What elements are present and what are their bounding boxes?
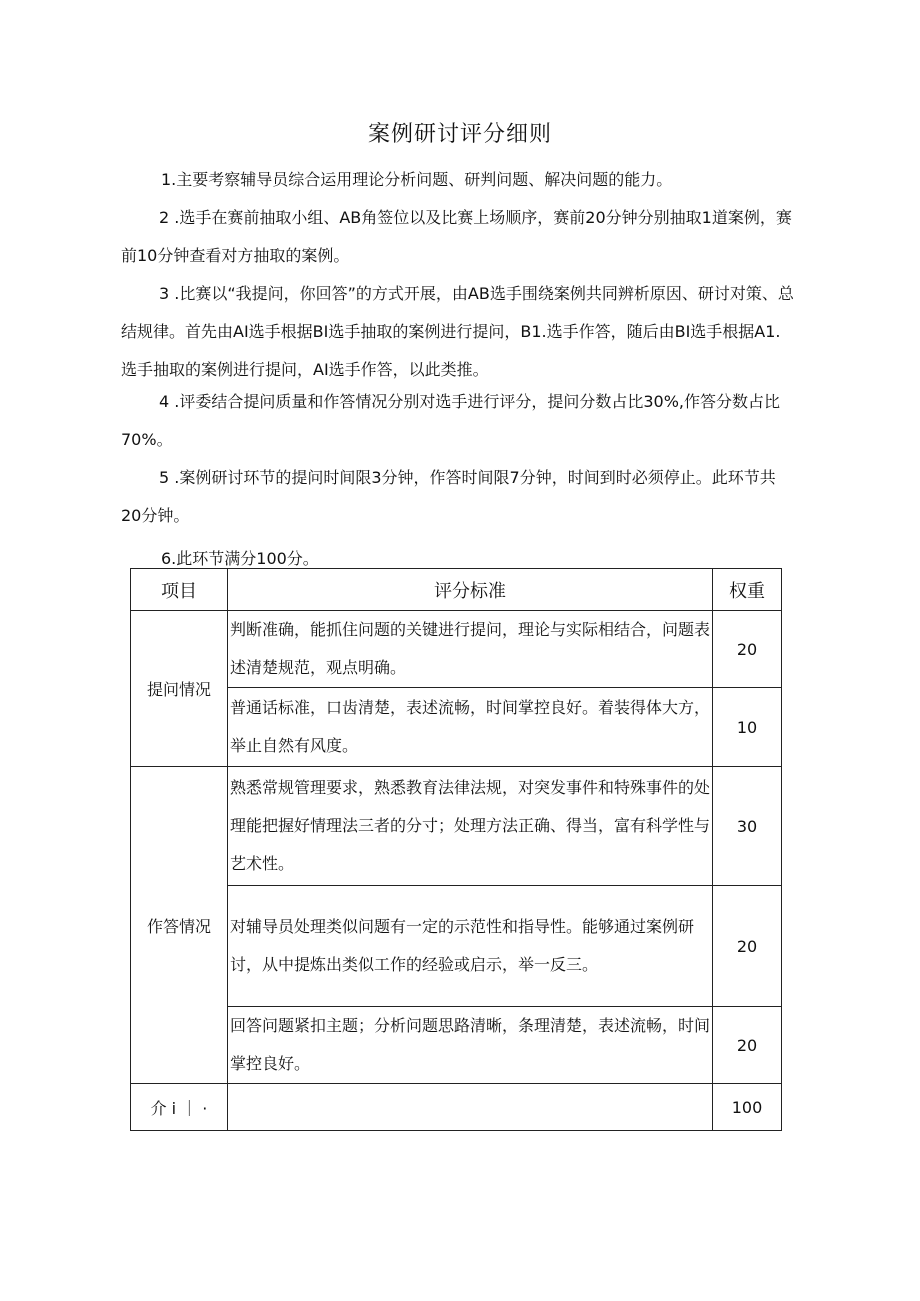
document-title: 案例研讨评分细则 — [367, 122, 552, 147]
weight-cell: 20 — [713, 1007, 782, 1084]
standard-text: 对辅导员处理类似问题有一定的示范性和指导性。能够通过案例研讨，从中提炼出类似工作的经验或启示，举一反三。 — [230, 917, 695, 974]
total-weight: 100 — [713, 1084, 782, 1131]
paragraph-2: 2 .选手在赛前抽取小组、AB角签位以及比赛上场顺序，赛前20分钟分别抽取1道案例，赛前10分钟查看对方抽取的案例。 — [121, 208, 792, 265]
paragraph-5: 5 .案例研讨环节的提问时间限3分钟，作答时间限7分钟，时间到时必须停止。此环节共20分钟。 — [121, 468, 776, 525]
header-weight: 权重 — [713, 569, 782, 611]
standard-cell — [228, 611, 713, 688]
standard-text: 普通话标准，口齿清楚，表述流畅，时间掌控良好。着装得体大方，举止自然有风度。 — [230, 698, 711, 755]
weight-cell: 20 — [713, 611, 782, 688]
scoring-table — [130, 568, 782, 1131]
table-row — [131, 688, 782, 767]
group-item-question: 提问情况 — [131, 611, 228, 767]
weight-cell: 20 — [713, 886, 782, 1007]
standard-cell — [228, 688, 713, 767]
standard-cell — [228, 1007, 713, 1084]
standard-text: 判断准确，能抓住问题的关键进行提问，理论与实际相结合，问题表述清楚规范，观点明确。 — [230, 620, 711, 677]
table-row — [131, 1007, 782, 1084]
table-header-row — [131, 569, 782, 611]
standard-text: 熟悉常规管理要求，熟悉教育法律法规，对突发事件和特殊事件的处理能把握好情理法三者的分寸；处理方法正确、得当，富有科学性与艺术性。 — [230, 778, 711, 873]
standard-cell — [228, 767, 713, 886]
paragraph-1: 1.主要考察辅导员综合运用理论分析问题、研判问题、解决问题的能力。 — [161, 170, 673, 189]
header-standard: 评分标准 — [228, 569, 713, 611]
table-total-row — [131, 1084, 782, 1131]
table-row — [131, 767, 782, 886]
standard-cell — [228, 886, 713, 1007]
paragraph-3: 3 .比赛以“我提问，你回答”的方式开展，由AB选手围绕案例共同辨析原因、研讨对策、总结规律。首先由AI选手根据BI选手抽取的案例进行提问，B1.选手作答，随后由BI选手根据A1.选手抽取的案例进行提问，AI选手作答，以此类推。 — [121, 284, 794, 379]
standard-text: 回答问题紧扣主题；分析问题思路清晰，条理清楚，表述流畅，时间掌控良好。 — [230, 1016, 711, 1073]
weight-cell: 10 — [713, 688, 782, 767]
paragraph-6: 6.此环节满分100分。 — [161, 549, 319, 568]
total-label: 介 i ｜ · — [131, 1084, 228, 1131]
total-standard — [228, 1084, 713, 1131]
weight-cell: 30 — [713, 767, 782, 886]
table-row — [131, 886, 782, 1007]
paragraph-4: 4 .评委结合提问质量和作答情况分别对选手进行评分，提问分数占比30%,作答分数占比70%。 — [121, 392, 781, 449]
table-row — [131, 611, 782, 688]
group-item-answer: 作答情况 — [131, 767, 228, 1084]
header-item: 项目 — [131, 569, 228, 611]
